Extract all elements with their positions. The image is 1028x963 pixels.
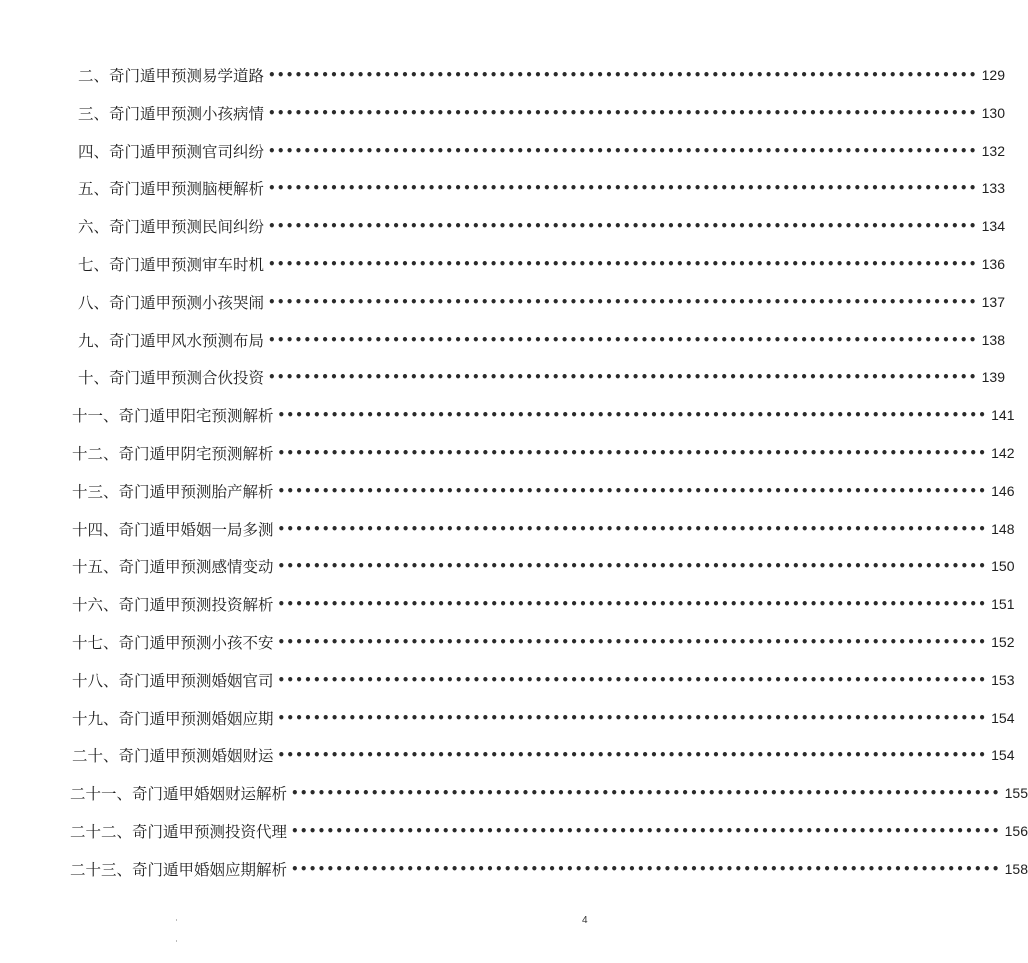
toc-entry	[78, 101, 1005, 125]
dot-leader: ••••••••••••••••••••••••••••••••••••••••••••••••••••••••••••••••••••••••••••••••	[268, 143, 978, 158]
toc-entry	[72, 403, 1015, 427]
toc-entry-title: 奇门遁甲预测投资解析	[118, 596, 274, 615]
toc-entry-title: 奇门遁甲预测婚姻官司	[118, 671, 274, 690]
dot-leader: ••••••••••••••••••••••••••••••••••••••••••••••••••••••••••••••••••••••••••••••••	[277, 672, 988, 687]
toc-entry-page: 141	[991, 407, 1015, 424]
toc-entry	[72, 517, 1015, 541]
toc-entry	[78, 252, 1005, 276]
toc-entry-page: 137	[981, 293, 1005, 310]
toc-entry-title: 奇门遁甲预测民间纠纷	[109, 218, 265, 237]
toc-entry	[72, 706, 1015, 730]
toc-entry-number: 十八、	[72, 671, 119, 690]
toc-entry-page: 134	[981, 218, 1005, 235]
toc-entry-number: 十七、	[72, 634, 119, 652]
dot-leader: ••••••••••••••••••••••••••••••••••••••••••••••••••••••••••••••••••••••••••••••••	[268, 105, 978, 120]
toc-entry-page: 148	[991, 520, 1015, 537]
toc-entry-title: 奇门遁甲预测合伙投资	[109, 369, 265, 388]
toc-entry	[72, 668, 1015, 692]
toc-entry-page: 155	[1004, 785, 1028, 802]
toc-entry-title: 奇门遁甲预测脑梗解析	[109, 180, 265, 199]
toc-entry-title: 奇门遁甲预测感情变动	[118, 558, 274, 577]
toc-entry	[78, 139, 1005, 163]
toc-entry	[72, 743, 1015, 767]
scan-speck	[176, 919, 177, 921]
toc-entry	[78, 328, 1005, 352]
dot-leader: ••••••••••••••••••••••••••••••••••••••••••••••••••••••••••••••••••••••••••••••••	[277, 408, 988, 423]
toc-entry	[78, 365, 1005, 389]
toc-entry-number: 十一、	[72, 407, 119, 426]
toc-entry	[72, 592, 1015, 616]
toc-entry-title: 奇门遁甲预测易学道路	[109, 67, 265, 85]
dot-leader: ••••••••••••••••••••••••••••••••••••••••••••••••••••••••••••••••••••••••••••••••	[277, 635, 988, 649]
toc-entry-title: 奇门遁甲预测胎产解析	[118, 482, 274, 501]
toc-entry-title: 奇门遁甲预测小孩病情	[109, 104, 265, 123]
toc-entry	[70, 819, 1028, 843]
toc-entry-number: 二十、	[72, 747, 119, 766]
toc-entry-number: 十、	[78, 369, 110, 388]
toc-entry-number: 十九、	[72, 709, 119, 728]
toc-entry-number: 八、	[78, 293, 110, 312]
dot-leader: ••••••••••••••••••••••••••••••••••••••••••••••••••••••••••••••••••••••••••••••••	[268, 370, 978, 385]
toc-entry	[78, 214, 1005, 238]
toc-entry-number: 二十一、	[70, 785, 133, 804]
toc-entry-page: 156	[1004, 823, 1028, 839]
dot-leader: ••••••••••••••••••••••••••••••••••••••••••••••••••••••••••••••••••••••••••••••••	[268, 332, 978, 347]
toc-entry-page: 129	[981, 67, 1005, 83]
toc-entry-page: 150	[991, 558, 1015, 575]
toc-entry	[72, 441, 1015, 465]
toc-entry-number: 七、	[78, 256, 110, 274]
toc-entry-title: 奇门遁甲预测婚姻应期	[118, 709, 274, 728]
toc-entry-number: 十六、	[72, 596, 119, 615]
toc-entry	[78, 63, 1005, 87]
toc-entry-page: 133	[981, 180, 1005, 197]
dot-leader: ••••••••••••••••••••••••••••••••••••••••••••••••••••••••••••••••••••••••••••••••	[277, 748, 988, 763]
toc-entry-number: 五、	[78, 180, 110, 199]
toc-entry-number: 九、	[78, 331, 110, 350]
toc-entry-number: 六、	[78, 218, 110, 237]
toc-entry-page: 154	[991, 709, 1015, 726]
toc-entry-title: 奇门遁甲预测投资代理	[132, 823, 288, 841]
toc-entry-title: 奇门遁甲预测官司纠纷	[109, 142, 265, 161]
toc-entry-title: 奇门遁甲婚姻应期解析	[132, 860, 288, 879]
toc-entry-page: 136	[981, 256, 1005, 272]
toc-entry-number: 三、	[78, 104, 110, 123]
toc-entry	[72, 479, 1015, 503]
dot-leader: ••••••••••••••••••••••••••••••••••••••••••••••••••••••••••••••••••••••••••••••••	[277, 559, 988, 574]
toc-entry-page: 158	[1004, 860, 1028, 877]
dot-leader: ••••••••••••••••••••••••••••••••••••••••••••••••••••••••••••••••••••••••••••••••	[268, 294, 978, 309]
toc-entry	[70, 781, 1028, 805]
toc-entry-number: 十三、	[72, 482, 119, 501]
toc-entry	[72, 554, 1015, 578]
scan-speck	[176, 940, 177, 942]
toc-entry-page: 154	[991, 747, 1015, 764]
dot-leader: ••••••••••••••••••••••••••••••••••••••••••••••••••••••••••••••••••••••••••••••••	[277, 710, 988, 725]
toc-entry-title: 奇门遁甲预测婚姻财运	[118, 747, 274, 766]
toc-entry-number: 十五、	[72, 558, 119, 577]
toc-entry-title: 奇门遁甲预测审车时机	[109, 256, 265, 274]
toc-entry	[72, 630, 1015, 654]
toc-entry	[78, 290, 1005, 314]
toc-entry	[70, 857, 1028, 881]
dot-leader: ••••••••••••••••••••••••••••••••••••••••••••••••••••••••••••••••••••••••••••••••	[291, 861, 1001, 876]
toc-entry-page: 138	[981, 331, 1005, 348]
toc-entry-number: 十二、	[72, 445, 119, 463]
toc-entry-page: 139	[981, 369, 1005, 386]
dot-leader: ••••••••••••••••••••••••••••••••••••••••••••••••••••••••••••••••••••••••••••••••	[291, 824, 1001, 838]
toc-entry-number: 二十三、	[70, 860, 133, 879]
toc-entry-number: 二、	[78, 67, 110, 85]
toc-entry-number: 二十二、	[70, 823, 133, 841]
toc-entry	[78, 176, 1005, 200]
dot-leader: ••••••••••••••••••••••••••••••••••••••••••••••••••••••••••••••••••••••••••••••••	[277, 483, 988, 498]
toc-entry-title: 奇门遁甲阴宅预测解析	[118, 445, 274, 463]
toc-entry-title: 奇门遁甲婚姻一局多测	[118, 520, 274, 539]
dot-leader: ••••••••••••••••••••••••••••••••••••••••••••••••••••••••••••••••••••••••••••••••	[277, 597, 988, 612]
dot-leader: ••••••••••••••••••••••••••••••••••••••••••••••••••••••••••••••••••••••••••••••••	[291, 786, 1001, 801]
toc-entry-number: 十四、	[72, 520, 119, 539]
toc-entry-page: 132	[981, 142, 1005, 159]
dot-leader: ••••••••••••••••••••••••••••••••••••••••••••••••••••••••••••••••••••••••••••••••	[268, 68, 978, 82]
toc-entry-title: 奇门遁甲风水预测布局	[109, 331, 265, 350]
page-number: 4	[582, 915, 588, 926]
toc-entry-page: 146	[991, 482, 1015, 499]
toc-entry-page: 142	[991, 445, 1015, 461]
dot-leader: ••••••••••••••••••••••••••••••••••••••••••••••••••••••••••••••••••••••••••••••••	[268, 257, 978, 271]
toc-entry-page: 152	[991, 634, 1015, 650]
toc-entry-title: 奇门遁甲阳宅预测解析	[118, 407, 274, 426]
toc-entry-title: 奇门遁甲预测小孩哭闹	[109, 293, 265, 312]
dot-leader: ••••••••••••••••••••••••••••••••••••••••••••••••••••••••••••••••••••••••••••••••	[277, 521, 988, 536]
toc-entry-page: 130	[981, 104, 1005, 121]
toc-entry-title: 奇门遁甲婚姻财运解析	[132, 785, 288, 804]
toc-entry-page: 153	[991, 671, 1015, 688]
dot-leader: ••••••••••••••••••••••••••••••••••••••••••••••••••••••••••••••••••••••••••••••••	[268, 219, 978, 234]
dot-leader: ••••••••••••••••••••••••••••••••••••••••••••••••••••••••••••••••••••••••••••••••	[277, 446, 988, 460]
dot-leader: ••••••••••••••••••••••••••••••••••••••••••••••••••••••••••••••••••••••••••••••••	[268, 181, 978, 196]
toc-entry-title: 奇门遁甲预测小孩不安	[118, 634, 274, 652]
toc-entry-page: 151	[991, 596, 1015, 613]
toc-entry-number: 四、	[78, 142, 110, 161]
